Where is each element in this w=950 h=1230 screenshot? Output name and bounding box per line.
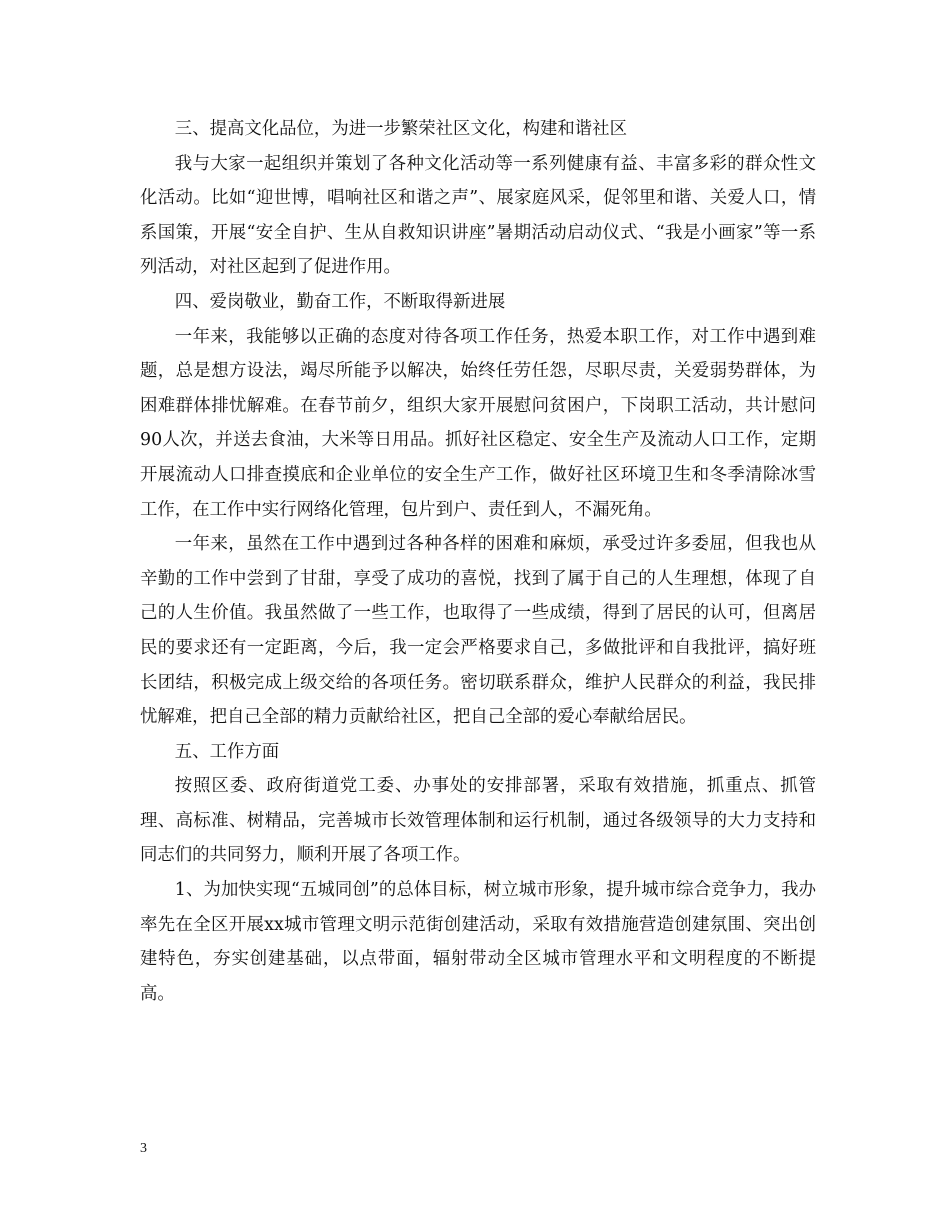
paragraph-year-reflection: 一年来，虽然在工作中遇到过各种各样的困难和麻烦，承受过许多委屈，但我也从辛勤的工作中尝到了甘甜，享受了成功的喜悦，找到了属于自己的人生理想，体现了自己的人生价值。我虽然做了一些工作，也取得了一些成绩，得到了居民的认可，但离居民的要求还有一定距离，今后，我一定会严格要求自己，多做批评和自我批评，搞好班长团结，积极完成上级交给的各项任务。密切联系群众，维护人民群众的利益，我民排忧解难，把自己全部的精力贡献给社区，把自己全部的爱心奉献给居民。 [140,534,816,728]
section-heading-dedication: 四、爱岗敬业，勤奋工作，不断取得新进展 [174,291,506,312]
paragraph-item-1: 1、为加快实现“五城同创”的总体目标，树立城市形象，提升城市综合竞争力，我办率先在全区开展xx城市管理文明示范街创建活动，采取有效措施营造创建氛围、突出创建特色，夯实创建基础，以点带面，辐射带动全区城市管理水平和文明程度的不断提高。 [140,880,816,1004]
document-body [140,112,816,1011]
section-heading-work: 五、工作方面 [174,741,280,762]
page-number: 3 [140,1141,147,1156]
paragraph-work-arrangement: 按照区委、政府街道党工委、办事处的安排部署，采取有效措施，抓重点、抓管理、高标准、树精品，完善城市长效管理体制和运行机制，通过各级领导的大力支持和同志们的共同努力，顺利开展了各项工作。 [140,776,816,866]
paragraph-year-work: 一年来，我能够以正确的态度对待各项工作任务，热爱本职工作，对工作中遇到难题，总是想方设法，竭尽所能予以解决，始终任劳任怨，尽职尽责，关爱弱势群体，为困难群体排忧解难。在春节前夕，组织大家开展慰问贫困户，下岗职工活动，共计慰问90人次，并送去食油，大米等日用品。抓好社区稳定、安全生产及流动人口工作，定期开展流动人口排查摸底和企业单位的安全生产工作，做好社区环境卫生和冬季清除冰雪工作，在工作中实行网络化管理，包片到户、责任到人，不漏死角。 [140,326,816,520]
section-heading-culture: 三、提高文化品位，为进一步繁荣社区文化，构建和谐社区 [174,119,627,139]
paragraph-culture-activities: 我与大家一起组织并策划了各种文化活动等一系列健康有益、丰富多彩的群众性文化活动。比如“迎世博，唱响社区和谐之声”、展家庭风采，促邻里和谐、关爱人口，情系国策，开展“安全自护、生从自救知识讲座”暑期活动启动仪式、“我是小画家”等一系列活动，对社区起到了促进作用。 [140,153,816,278]
